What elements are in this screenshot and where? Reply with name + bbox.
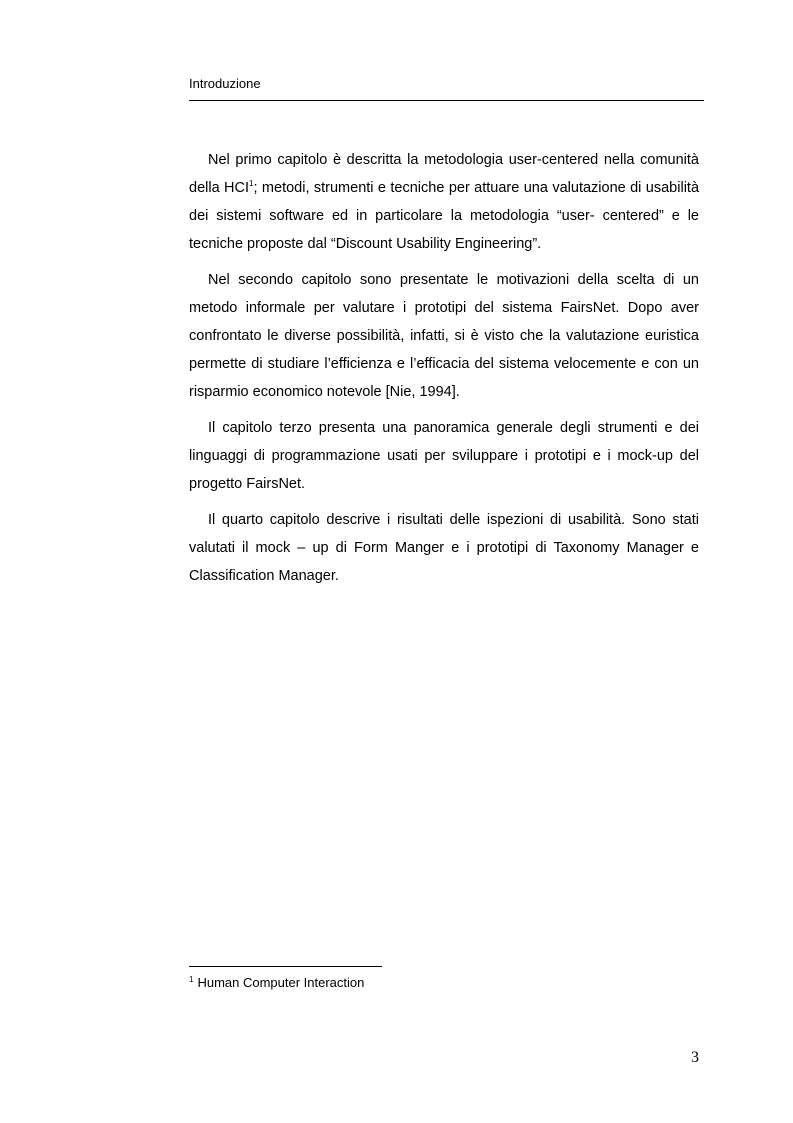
footnote-number: 1	[189, 975, 194, 984]
running-header	[189, 74, 704, 101]
footnote-reference: 1	[249, 179, 254, 188]
paragraph-4: Il quarto capitolo descrive i risultati delle ispezioni di usabilità. Sono stati valutati il mock – up di Form Manger e i prototipi di Taxonomy Manager e Classification Manager.	[189, 512, 699, 584]
header-title: Introduzione	[189, 76, 261, 91]
paragraph-3: Il capitolo terzo presenta una panoramica generale degli strumenti e dei linguaggi di programmazione usati per sviluppare i prototipi e i mock-up del progetto FairsNet.	[189, 420, 699, 492]
paragraph-1-text-end: ; metodi, strumenti e tecniche per attuare una valutazione di usabilità dei sistemi software ed in particolare la metodologia “user- centered” e le tecniche proposte dal “Discount Usability Engineering”.	[189, 180, 700, 252]
body-text	[189, 146, 699, 598]
paragraph-2: Nel secondo capitolo sono presentate le motivazioni della scelta di un metodo informale per valutare i prototipi del sistema FairsNet. Dopo aver confrontato le diverse possibilità, infatti, si è visto che la valutazione euristica permette di studiare l’efficienza e l’efficacia del sistema velocemente e con un risparmio economico notevole [Nie, 1994].	[189, 272, 699, 400]
paragraph-1	[189, 146, 699, 258]
paragraph-1-text-start: Nel primo capitolo è descritta la metodologia user-centered nella comunità della HCI	[189, 152, 699, 196]
footnote-separator	[189, 966, 382, 967]
page-number: 3	[691, 1049, 699, 1066]
footnote-text: Human Computer Interaction	[197, 975, 365, 990]
footnote	[189, 975, 589, 991]
